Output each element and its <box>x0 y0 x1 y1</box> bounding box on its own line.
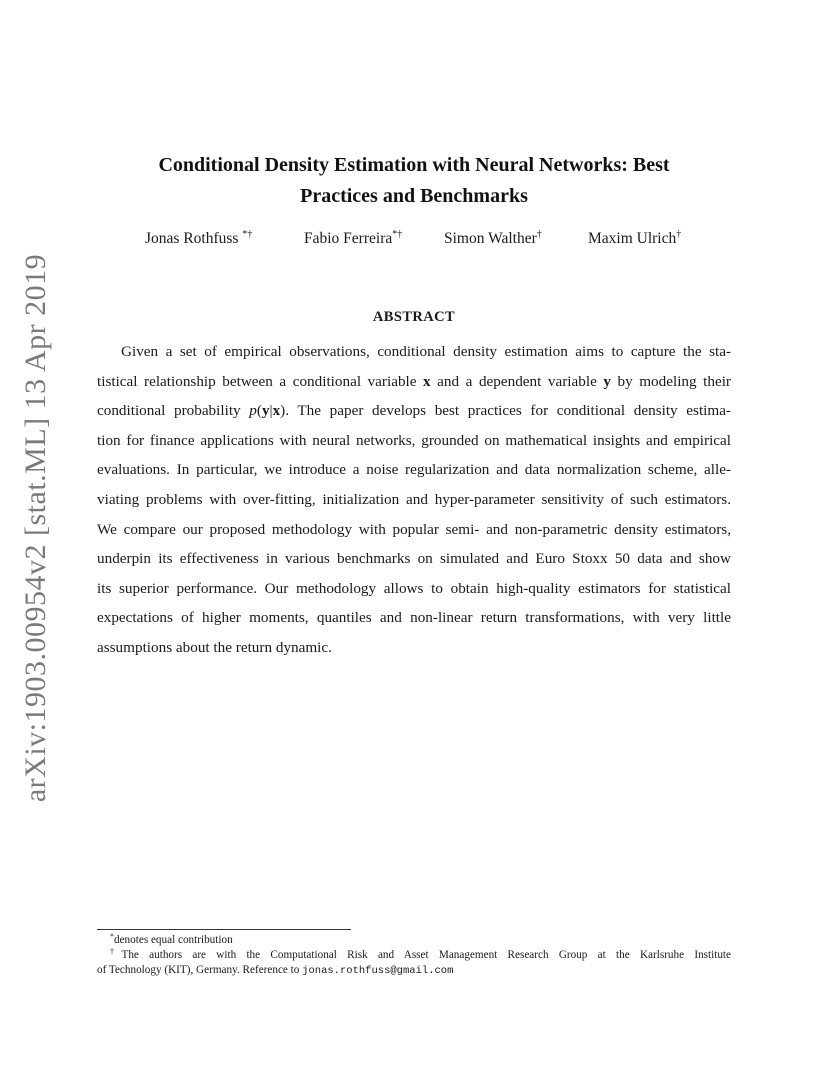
abstract-heading: ABSTRACT <box>372 309 456 325</box>
text-run: ) <box>280 402 286 420</box>
footnote-text: of Technology (KIT), Germany. Reference to <box>97 964 303 976</box>
author-affiliation-marks: *† <box>392 229 403 240</box>
footnotes <box>97 933 731 979</box>
abstract-line: assumptions about the return dynamic. <box>97 638 332 656</box>
probability-symbol: p <box>249 402 257 420</box>
abstract-line: We compare our proposed methodology with popular semi- and non-parametric density estimators, <box>97 520 731 538</box>
abstract-line: its superior performance. Our methodology allows to obtain high-quality estimators for statistical <box>97 579 731 597</box>
abstract-line: Given a set of empirical observations, conditional density estimation aims to capture the sta- <box>121 343 731 360</box>
abstract-line: tion for finance applications with neural networks, grounded on mathematical insights and empirical <box>97 431 731 449</box>
text-run: conditional probability <box>97 402 250 420</box>
contact-email-link[interactable]: jonas.rothfuss@gmail.com <box>302 965 454 977</box>
author-affiliation-marks: *† <box>242 229 253 240</box>
variable-x: x <box>423 372 431 390</box>
title-line-2: Practices and Benchmarks <box>300 185 528 207</box>
footnote-divider <box>97 929 351 930</box>
paper-title <box>90 150 738 212</box>
text-run: . The paper develops best practices for conditional density estima- <box>285 402 731 420</box>
abstract-line: expectations of higher moments, quantiles and non-linear return transformations, with very little <box>97 609 731 627</box>
variable-y: y <box>261 402 270 420</box>
author-4 <box>588 230 681 248</box>
text-run: ( <box>256 402 262 420</box>
title-line-1: Conditional Density Estimation with Neural Networks: Best <box>158 154 670 176</box>
author-name: Jonas Rothfuss <box>145 230 243 247</box>
text-run: and a dependent variable <box>430 372 604 390</box>
footnote-affiliation-continued <box>97 963 731 979</box>
author-name: Maxim Ulrich <box>588 230 677 247</box>
author-1 <box>145 230 252 248</box>
abstract-line <box>97 396 731 426</box>
author-name: Simon Walther <box>444 230 537 247</box>
abstract-line: underpin its effectiveness in various benchmarks on simulated and Euro Stoxx 50 data and show <box>97 550 731 568</box>
abstract-line <box>97 367 731 397</box>
footnote-equal-contribution <box>97 933 731 948</box>
text-run: by modeling their <box>610 372 731 390</box>
abstract-line: viating problems with over-fitting, initialization and hyper-parameter sensitivity of such estimators. <box>97 490 731 508</box>
author-2 <box>304 230 402 248</box>
footnote-affiliation <box>97 948 731 963</box>
author-affiliation-marks: † <box>536 229 542 240</box>
variable-x: x <box>272 402 281 420</box>
arxiv-identifier-stamp: arXiv:1903.00954v2 [stat.ML] 13 Apr 2019 <box>19 253 52 803</box>
author-3 <box>444 230 542 248</box>
abstract-body <box>97 337 731 663</box>
footnote-text: denotes equal contribution <box>114 934 233 946</box>
text-run: | <box>269 402 273 420</box>
text-run: tistical relationship between a conditional variable <box>97 372 424 390</box>
footnote-mark: † <box>110 947 122 956</box>
author-name: Fabio Ferreira <box>304 230 393 247</box>
variable-y: y <box>603 372 611 390</box>
abstract-line: evaluations. In particular, we introduce a noise regularization and data normalization scheme, alle- <box>97 461 731 479</box>
author-affiliation-marks: † <box>676 229 682 240</box>
footnote-text: The authors are with the Computational Risk and Asset Management Research Group at the Karlsruhe Institute <box>121 949 732 961</box>
footnote-mark: * <box>110 932 114 941</box>
